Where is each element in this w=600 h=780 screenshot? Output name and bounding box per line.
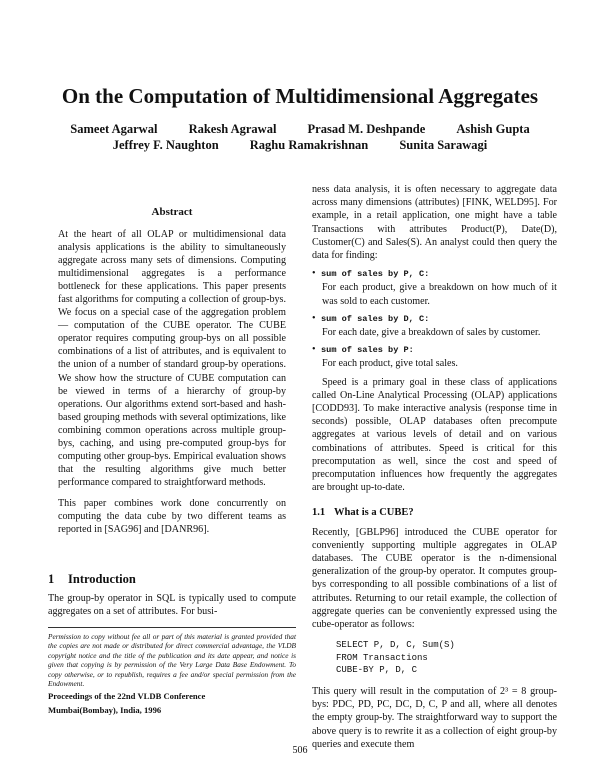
section-number: 1 — [48, 572, 55, 586]
subsection-heading — [312, 506, 557, 519]
author-name: Sameet Agarwal — [70, 122, 158, 136]
query-label: sum of sales by P, C: — [321, 269, 430, 280]
body-paragraph: ness data analysis, it is often necessary to aggregate data across many dimensions (attributes) [FINK, WELD95]. For example, in a retail application, one might have a table Transactions with attributes Product(P), Date(D), Customer(C) and Sales(S). An analyst could then query the data for finding: — [312, 184, 557, 262]
query-description: For each product, give total sales. — [322, 358, 458, 370]
query-description: For each product, give a breakdown on how much of it was sold to each customer. — [322, 282, 557, 307]
author-name: Raghu Ramakrishnan — [249, 138, 369, 152]
right-column — [312, 183, 557, 751]
permission-notice: Permission to copy without fee all or part of this material is granted provided that the copies are not made or distributed for direct commercial advantage, the VLDB copyright notice and the title of the publication and its date appear, and notice is given that copying is by permission of the Very Large Data Base Endowment. To copy otherwise, or to republish, requires a fee and/or special permission from the Endowment. — [48, 632, 296, 689]
proceedings-line: Proceedings of the 22nd VLDB Conference — [48, 691, 206, 702]
abstract-heading: Abstract — [151, 206, 193, 218]
query-label: sum of sales by D, C: — [321, 313, 430, 324]
author-name: Jeffrey F. Naughton — [112, 138, 219, 152]
author-list-row-2 — [0, 138, 600, 153]
list-item — [312, 312, 557, 339]
bullet-icon: • — [312, 312, 316, 324]
query-bullet-list — [312, 267, 557, 370]
body-paragraph: This query will result in the computation of 2³ = 8 group-bys: PDC, PD, PC, DC, D, C, P and all, where all denotes the empty group-by. The straightforward way to support the above query is to rewrite it as a collection of eight group-by queries and execute them — [312, 686, 557, 750]
body-paragraph: Speed is a primary goal in these class of applications called On-Line Analytical Processing (OLAP) applications [CODD93]. To make interactive analysis (response time in seconds) possible, OLAP databases often precompute aggregates at various levels of detail and on various combinations of attributes. Speed is critical for this precomputation as well, since the cost and speed of precomputation influences how frequently the aggregates are brought up-to-date. — [312, 376, 557, 494]
abstract-paragraph: At the heart of all OLAP or multidimensional data analysis applications is the ability to simultaneously aggregate across many sets of dimensions. Computing multidimensional aggregates is a performance bottleneck for these applications. This paper presents fast algorithms for computing a collection of group-bys. We focus on a special case of the aggregation problem — computation of the CUBE operator. The CUBE operator requires computing group-bys on all possible combinations of a list of attributes, and is equivalent to the union of a number of standard group-by operations. We show how the structure of CUBE computation can be viewed in terms of a hierarchy of group-by operations. Our algorithms extend sort-based and hash-based grouping methods with several optimizations, like combining common operations across multiple group-bys, caching, and using pre-computed group-bys for computing other group-bys. Empirical evaluation shows that the resulting algorithms give much better performance compared to straightforward methods. — [58, 229, 286, 488]
list-item — [312, 343, 557, 370]
section-heading-introduction — [48, 572, 136, 587]
query-description: For each date, give a breakdown of sales by customer. — [322, 327, 541, 339]
abstract-body — [58, 228, 286, 544]
subsection-number: 1.1 — [312, 507, 326, 519]
code-line: SELECT P, D, C, Sum(S) — [336, 640, 455, 651]
paper-title: On the Computation of Multidimensional Aggregates — [61, 84, 539, 108]
author-name: Prasad M. Deshpande — [307, 122, 426, 136]
proceedings-line: Mumbai(Bombay), India, 1996 — [48, 705, 162, 716]
list-item — [312, 267, 557, 308]
footnote — [48, 627, 296, 716]
author-name: Sunita Sarawagi — [399, 138, 488, 152]
code-line: CUBE-BY P, D, C — [336, 665, 418, 676]
code-line: FROM Transactions — [336, 652, 428, 663]
page-number: 506 — [292, 745, 308, 756]
author-name: Rakesh Agrawal — [188, 122, 277, 136]
author-name: Ashish Gupta — [456, 122, 530, 136]
subsection-title: What is a CUBE? — [334, 507, 414, 519]
author-list-row-1 — [0, 122, 600, 137]
bullet-icon: • — [312, 344, 316, 356]
section-title: Introduction — [68, 572, 136, 586]
code-block — [312, 639, 557, 677]
query-label: sum of sales by P: — [321, 345, 414, 356]
intro-paragraph: The group-by operator in SQL is typically used to compute aggregates on a set of attributes. For busi- — [48, 593, 296, 618]
bullet-icon: • — [312, 268, 316, 280]
abstract-paragraph: This paper combines work done concurrently on computing the data cube by two different teams as reported in [SAG96] and [DANR96]. — [58, 497, 286, 536]
body-paragraph: Recently, [GBLP96] introduced the CUBE operator for conveniently supporting multiple aggregates in OLAP databases. The CUBE operator is the n-dimensional generalization of the group-by operator. It computes group-bys corresponding to all possible combinations of a list of attributes. Returning to our retail example, the collection of aggregate queries can be conveniently expressed using the cube-operator as follows: — [312, 526, 557, 631]
